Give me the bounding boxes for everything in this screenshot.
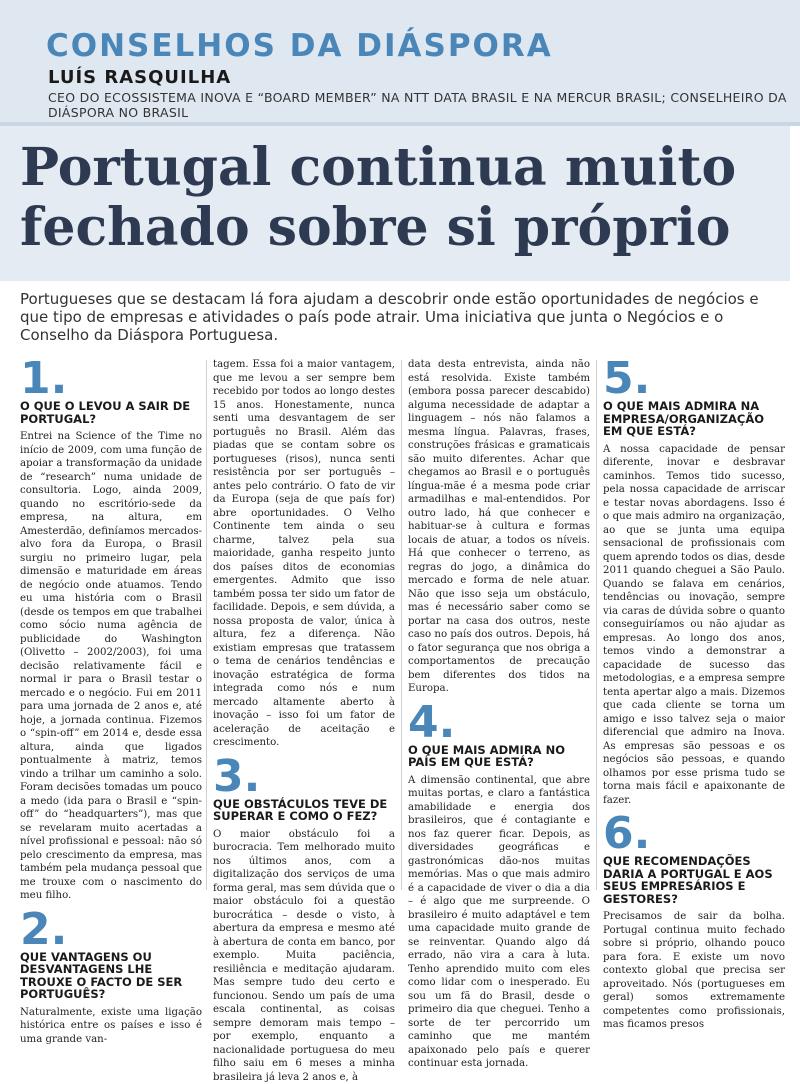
answer-3: O maior obstáculo foi a burocracia. Tem melhorado muito nos últimos anos, com a digitalização dos serviços de uma forma geral, mas sem dúvida que o maior obstáculo foi a questão burocrática – desde o visto, à abertura da empresa e mesmo até à abertura de conta em banco, por exemplo. Muita paciência, resiliência e meditação ajudaram. Mas sempre tudo deu certo e funcionou. Sendo um país de uma escala continental, as coisas sempre demoram mais tempo – por exemplo, enquanto a nacionalidade portuguesa do meu filho saiu em 6 meses a minha brasileira já leva 2 anos e, à (213, 828, 395, 1084)
question-number-3: 3. (213, 756, 395, 798)
answer-4: A dimensão continental, que abre muitas portas, e claro a fantástica amabilidade e energia dos brasileiros, que é contagiante e nos faz querer ficar. Depois, as diversidades geográficas e gastronómicas dão-nos muitas memórias. Mas o que mais admiro é a capacidade de viver o dia a dia – é algo que me surpreende. O brasileiro é muito adaptável e tem uma capacidade muito grande de se reinventar. Quando algo dá errado, não vira a cara à luta. Tenho aprendido muito com eles como lidar com o inesperado. Eu sou um fã do Brasil, desde o primeiro dia que cheguei. Tenho a sorte de ter percorrido um caminho que me mantém apaixonado pelo país e querer continuar esta jornada. (408, 774, 590, 1071)
question-5: O QUE MAIS ADMIRA NA EMPRESA/ORGANIZAÇÃO EM QUE ESTÁ? (603, 400, 785, 438)
column-1 (20, 358, 202, 1046)
question-6: QUE RECOMENDAÇÕES DARIA A PORTUGAL E AOS SEUS EMPRESÁRIOS E GESTORES? (603, 855, 785, 905)
question-number-1: 1. (20, 358, 202, 400)
headline: Portugal continua muito fechado sobre si próprio (20, 138, 780, 258)
question-4: O QUE MAIS ADMIRA NO PAÍS EM QUE ESTÁ? (408, 744, 590, 769)
question-number-2: 2. (20, 909, 202, 951)
author-name: LUÍS RASQUILHA (48, 67, 231, 88)
answer-1: Entrei na Science of the Time no início de 2009, com uma função de apoiar a transformação da unidade de “research” numa unidade de consultoria. Logo, ainda 2009, quando no escritório-sede da empresa, na altura, em Amesterdão, definíamos mercados-alvo fora da Europa, o Brasil surgiu no primeiro lugar, pela dimensão e maturidade em áreas de negócio onde atuamos. Tendo eu uma história com o Brasil (desde os tempos em que trabalhei como sócio numa agência de publicidade do Washington (Olivetto – 2002/2003), foi uma decisão relativamente fácil e normal ir para o Brasil testar o mercado e o negócio. Fui em 2011 para uma jornada de 2 anos e, até hoje, a jornada continua. Fizemos o “spin-off” em 2014 e, desde essa altura, ainda que ligados pontualmente à matriz, temos vindo a trilhar um caminho a solo. Foram decisões tomadas um pouco a medo (ida para o Brasil e “spin-off” do “headquarters”), mas que se revelaram muito acertadas a nível profissional e pessoal: não só pelo crescimento da empresa, mas também pela mudança pessoal que me trouxe com o nascimento do meu filho. (20, 430, 202, 903)
answer-6: Precisamos de sair da bolha. Portugal continua muito fechado sobre si próprio, olhando pouco para fora. E existe um novo contexto global que precisa ser aproveitado. Nós (portugueses em geral) somos extremamente competentes como profissionais, mas ficamos presos (603, 910, 785, 1032)
question-1: O QUE O LEVOU A SAIR DE PORTUGAL? (20, 400, 202, 425)
column-divider (401, 360, 402, 890)
answer-2-continued: tagem. Essa foi a maior vantagem, que me levou a ser sempre bem recebido por todos ao longo destes 15 anos. Honestamente, nunca senti uma desvantagem de ser português no Brasil. Além das piadas que se contam sobre os portugueses (risos), nunca senti resistência por ser português – antes pelo contrário. O fato de vir da Europa (seja de que país for) abre oportunidades. O Velho Continente tem ainda o seu charme, talvez pela sua maioridade, ganha respeito junto dos países ditos de economias emergentes. Admito que isso também possa ter sido um fator de facilidade. Depois, e sem dúvida, a nossa proposta de valor, única à altura, fez a diferença. Não existiam empresas que tratassem o tema de cenários tendências e inovação estratégica de forma integrada como nós e num mercado altamente aberto à inovação – isso foi um fator de aceleração de aceitação e crescimento. (213, 358, 395, 750)
question-number-4: 4. (408, 702, 590, 744)
question-3: QUE OBSTÁCULOS TEVE DE SUPERAR E COMO O FEZ? (213, 798, 395, 823)
question-2: QUE VANTAGENS OU DESVANTAGENS LHE TROUXE O FACTO DE SER PORTUGUÊS? (20, 951, 202, 1001)
section-kicker: CONSELHOS DA DIÁSPORA (46, 28, 553, 64)
column-4 (603, 358, 785, 1032)
column-divider (596, 360, 597, 890)
column-3 (408, 358, 590, 1071)
lead-paragraph: Portugueses que se destacam lá fora ajudam a descobrir onde estão oportunidades de negócios e que tipo de empresas e atividades o país pode atrair. Uma iniciativa que junta o Negócios e o Conselho da Diáspora Portuguesa. (20, 290, 780, 344)
answer-5: A nossa capacidade de pensar diferente, inovar e desbravar caminhos. Temos tido sucesso, pela nossa capacidade de arriscar e testar novas abordagens. Isso é o que mais admiro na organização, ao que se junta uma equipa sensacional de profissionais com quem aprendo todos os dias, desde 2011 quando cheguei a São Paulo. Quando se falava em cenários, tendências ou inovação, sempre via caras de dúvida sobre o quanto conseguiríamos ou não ajudar as empresas. Ao longo dos anos, temos vindo a demonstrar a capacidade de sucesso das metodologias, e a empresa sempre tenta apertar algo a mais. Dizemos que cada cliente se torna um amigo e isso talvez seja o maior diferencial que admiro na Inova. As empresas são pessoas e os negócios são pessoas, e quando olhamos por esse prisma tudo se torna mais fácil e apaixonante de fazer. (603, 443, 785, 808)
column-2 (213, 358, 395, 1084)
answer-3-continued: data desta entrevista, ainda não está resolvida. Existe também (embora possa parecer descabido) alguma necessidade de adaptar a linguagem – nós não falamos a mesma língua. Palavras, frases, construções frásicas e gramaticais são muito diferentes. Achar que chegamos ao Brasil e o português língua-mãe é a mesma pode criar armadilhas e mal-entendidos. Por outro lado, há que conhecer e habituar-se à cultura e formas locais de atuar, a todos os níveis. Há que conhecer o terreno, as regras do jogo, a dinâmica do mercado e forma de nele atuar. Não que isso seja um obstáculo, mas é necessário saber como se portar na casa dos outros, neste caso no país dos outros. Depois, há o fator segurança que nos obriga a comportamentos de precaução bem diferentes dos tidos na Europa. (408, 358, 590, 696)
author-role: CEO DO ECOSSISTEMA INOVA E “BOARD MEMBER” NA NTT DATA BRASIL E NA MERCUR BRASIL; CONSELHEIRO DA DIÁSPORA NO BRASIL (48, 90, 788, 120)
question-number-6: 6. (603, 813, 785, 855)
column-divider (206, 360, 207, 890)
answer-2: Naturalmente, existe uma ligação histórica entre os países e isso é uma grande van- (20, 1006, 202, 1047)
question-number-5: 5. (603, 358, 785, 400)
